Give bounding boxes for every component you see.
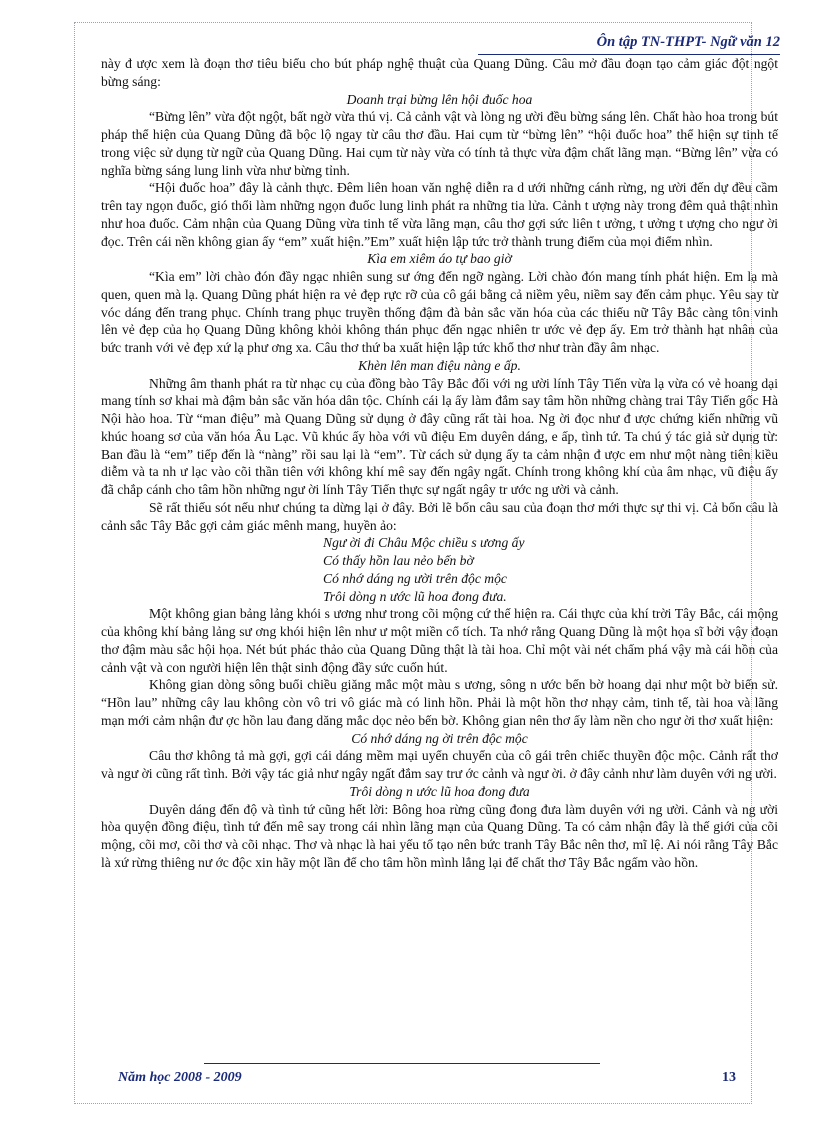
verse-line: Ngư ời đi Châu Mộc chiều s ương ấy [323,535,525,551]
document-body [101,55,778,872]
poem-line: Có nhớ dáng ng ời trên độc mộc [351,730,528,746]
paragraph: Duyên dáng đến độ và tình tứ cũng hết lời: Bông hoa rừng cũng đong đưa làm duyên với ng ười. Cảnh và ng ười hòa quyện đồng điệu, tình tứ đến mê say trong cái nhìn lãng mạn của Quang Dũng. Ta có cảm nhận đây là thế giới của cõi mộng, cõi mơ, cõi thơ và cõi nhạc. Thơ và nhạc là hai yếu tố tạo nên bức tranh Tây Bắc nên thơ, mĩ lệ. Ai nói rằng Tây Bắc là xứ rừng thiêng nư ớc độc xin hãy một lần để cho tâm hồn mình lắng lại để chất thơ Tây Bắc ngấm vào hồn. [101,801,778,870]
paragraph: “Kìa em” lời chào đón đầy ngạc nhiên sung sư ớng đến ngỡ ngàng. Lời chào đón mang tính phát hiện. Em lạ mà quen, quen mà lạ. Quang Dũng phát hiện ra vẻ đẹp rực rỡ của cô gái bằng cả niềm yêu, niềm say đến cảm phục. Yêu say từ vóc dáng đến trang phục. Chính trang phục truyền thống đậm đà bản sắc văn hóa của các thiếu nữ Tây Bắc càng tôn vinh lên vẻ đẹp của họ Quang Dũng không khỏi không thán phục đến ngạc nhiên tr ước vẻ đẹp ấy. Em trở thành hạt nhân của bức tranh với vẻ đẹp xứ lạ phư ơng xa. Câu thơ thứ ba xuất hiện lập tức khổ thơ như tràn đầy âm nhạc. [101,269,778,355]
poem-line: Khèn lên man điệu nàng e ấp. [358,357,521,373]
paragraph: Không gian dòng sông buổi chiều giăng mắc một màu s ương, sông n ước bến bờ hoang dại như một bờ biển sử. “Hồn lau” những cây lau không còn vô tri vô giác mà có linh hồn. Phải là một hồn thơ nhạy cảm, tinh tế, tài hoa và lãng mạn mới cảm nhận đư ợc hồn lau đang dăng mắc dọc nẻo bến bờ. Không gian nên thơ ấy làm nền cho ngư ời thơ xuất hiện: [101,677,778,728]
poem-line: Trôi dòng n ước lũ hoa đong đưa [349,783,530,799]
footer-year-label: Năm học [118,1070,171,1085]
verse-line: Có nhớ dáng ng ười trên độc mộc [323,570,507,586]
paragraph: “Bừng lên” vừa đột ngột, bất ngờ vừa thú vị. Cả cảnh vật và lòng ng ười đều bừng sáng lên. Chất hào hoa trong bút pháp thể hiện của Quang Dũng đã bộc lộ ngay từ câu thơ đầu. Hai cụm từ “bừng lên” “hội đuốc hoa” thể hiện sự tinh tế trong việc sử dụng từ ngữ của Quang Dũng. Hai cụm từ này vừa có tính tả thực vừa đậm chất lãng mạn. “Bừng lên” vừa có nghĩa bừng sáng lung linh vừa như bừng tỉnh. [101,109,778,178]
paragraph: Những âm thanh phát ra từ nhạc cụ của đồng bào Tây Bắc đối với ng ười lính Tây Tiến vừa lạ vừa có vẻ hoang dại mang tính sơ khai mà đậm bản sắc văn hóa dân tộc. Chính cái lạ ấy làm đắm say tâm hồn những chàng trai Tây Tiến gốc Hà Nội hào hoa. Từ “man điệu” mà Quang Dũng sử dụng ở đây cũng rất tài hoa. Ng ời đọc như đ ược chứng kiến những vũ khúc hoang sơ của văn hóa Âu Lạc. Vũ khúc ấy hòa với vũ điệu Em duyên dáng, e ấp, tình tứ. Ta chú ý tác giả sử dụng từ: Ban đầu là “em” tiếp đến là “nàng” rồi sau lại là “em”. Từ cách sử dụng ấy ta cảm nhận đ ược em như một nàng tiên kiều diễm và ta nh ư lạc vào cõi thần tiên với không khí mê say đến ngây ngất. Chính trong không khí của âm nhạc, vũ điệu ấy đã chắp cánh cho tâm hồn những ngư ời lính Tây Tiến thực sự ngất ngây tr ước ng ười và cảnh. [101,375,778,497]
verse-line: Có thấy hồn lau nẻo bến bờ [323,553,474,568]
footer-school-year [118,1070,242,1086]
page-header: Ôn tập TN-THPT- Ngữ văn 12 [478,34,780,55]
poem-line: Kìa em xiêm áo tự bao giờ [367,251,512,267]
poem-line: Doanh trại bừng lên hội đuốc hoa [346,91,533,107]
paragraph: “Hội đuốc hoa” đây là cảnh thực. Đêm liên hoan văn nghệ diễn ra d ưới những cánh rừng, ng ười đến dự đều cầm trên tay ngọn đuốc, gió thổi làm những ngọn đuốc lung linh phát ra những tia lửa. Cảnh t ượng này trong đêm quả thật nhìn như hoa đuốc. Cảm nhận của Quang Dũng vừa tinh tế vừa lãng mạn, câu thơ gợi sức liên t ưởng, t ưởng t ượng cho ngư ời đọc. Trên cái nền không gian ấy “em” xuất hiện.”Em” xuất hiện lập tức trở thành trung điểm của mọi điểm nhìn. [101,180,778,249]
paragraph: Câu thơ không tả mà gợi, gợi cái dáng mềm mại uyển chuyển của cô gái trên chiếc thuyền độc mộc. Cảnh rất thơ và ngư ời cũng rất tình. Bởi vậy tác giả như ngây ngất đắm say trư ớc cảnh và ngư ời. ở đây cảnh như làm duyên với ng ười. [101,748,778,781]
page-number: 13 [722,1070,736,1085]
paragraph: Một không gian bảng lảng khói s ương như trong cõi mộng cứ thế hiện ra. Cái thực của khí trời Tây Bắc, cái mộng của không khí bảng lảng sư ơng khói hiện lên như ư một miền cổ tích. Ta nhớ rằng Quang Dũng là một họa sĩ bởi vậy đoạn thơ đậm màu sắc hội họa. Nét bút phác thảo của Quang Dũng thật là tài hoa. Chỉ một vài nét chấm phá vậy mà cái hồn của cảnh vật và con người hiện lên thật sinh động đầy sức cuốn hút. [101,606,778,675]
verse-line: Trôi dòng n ước lũ hoa đong đưa. [323,588,507,604]
footer-rule [204,1063,600,1064]
paragraph: Sẽ rất thiếu sót nếu như chúng ta dừng lại ở đây. Bởi lẽ bốn câu sau của đoạn thơ mới thực sự thi vị. Cả bốn câu là cảnh sắc Tây Bắc gợi cảm giác mênh mang, huyền ảo: [101,499,778,533]
footer-year: 2008 - 2009 [174,1070,242,1085]
paragraph: này đ ược xem là đoạn thơ tiêu biểu cho bút pháp nghệ thuật của Quang Dũng. Câu mở đầu đoạn tạo cảm giác đột ngột bừng sáng: [101,56,778,89]
